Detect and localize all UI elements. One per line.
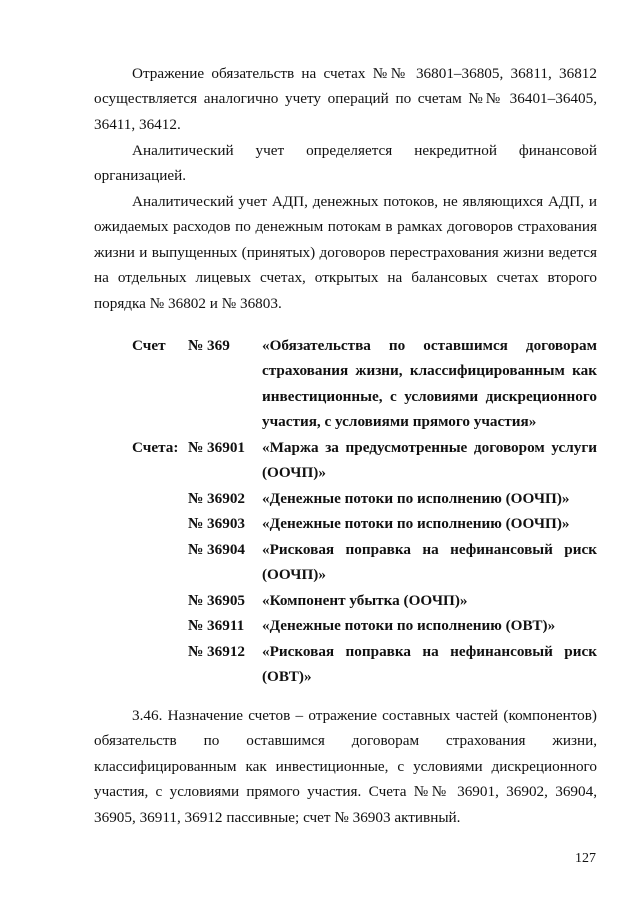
account-name: «Рисковая поправка на нефинансовый риск (ООЧП)»	[262, 541, 597, 584]
account-name: «Рисковая поправка на нефинансовый риск (ОВТ)»	[262, 643, 597, 686]
paragraph-2: Аналитический учет определяется некредитной финансовой организацией.	[94, 142, 597, 185]
account-number: № 36911	[188, 617, 245, 634]
account-name: «Маржа за предусмотренные договором услуги (ООЧП)»	[262, 439, 597, 482]
paragraph-3: Аналитический учет АДП, денежных потоков, не являющихся АДП, и ожидаемых расходов по денежным потокам в рамках договоров страхования жизни и выпущенных (принятых) договоров перестрахования жизни ведется на отдельных лицевых счетах, открытых на балансовых счетах второго порядка № 36802 и № 36803.	[94, 193, 597, 312]
account-number: № 36902	[188, 490, 246, 507]
account-kind: Счета:	[132, 439, 179, 456]
account-name: «Обязательства по оставшимся договорам страхования жизни, классифицированным как инвестиционные, с условиями дискреционного участия, с условиями прямого участия»	[262, 337, 597, 431]
paragraph-1: Отражение обязательств на счетах №№ 36801–36805, 36811, 36812 осуществляется аналогично учету операций по счетам №№ 36401–36405, 36411, 36412.	[94, 65, 597, 133]
account-name: «Денежные потоки по исполнению (ОВТ)»	[262, 617, 556, 634]
account-number: № 36901	[188, 439, 246, 456]
account-kind: Счет	[132, 337, 166, 354]
account-name: «Компонент убытка (ООЧП)»	[262, 592, 468, 609]
account-number: № 36905	[188, 592, 246, 609]
page-number: 127	[575, 851, 596, 866]
account-number: № 369	[188, 337, 230, 354]
section-3-46: 3.46. Назначение счетов – отражение составных частей (компонентов) обязательств по оставшимся договорам страхования жизни, классифицированным как инвестиционные, с условиями дискреционного участия, с условиями прямого участия. Счета №№ 36901, 36902, 36904, 36905, 36911, 36912 пассивные; счет № 36903 активный.	[94, 707, 597, 826]
account-name: «Денежные потоки по исполнению (ООЧП)»	[262, 490, 570, 507]
account-number: № 36903	[188, 515, 246, 532]
account-name: «Денежные потоки по исполнению (ООЧП)»	[262, 515, 570, 532]
account-number: № 36912	[188, 643, 246, 660]
account-number: № 36904	[188, 541, 246, 558]
